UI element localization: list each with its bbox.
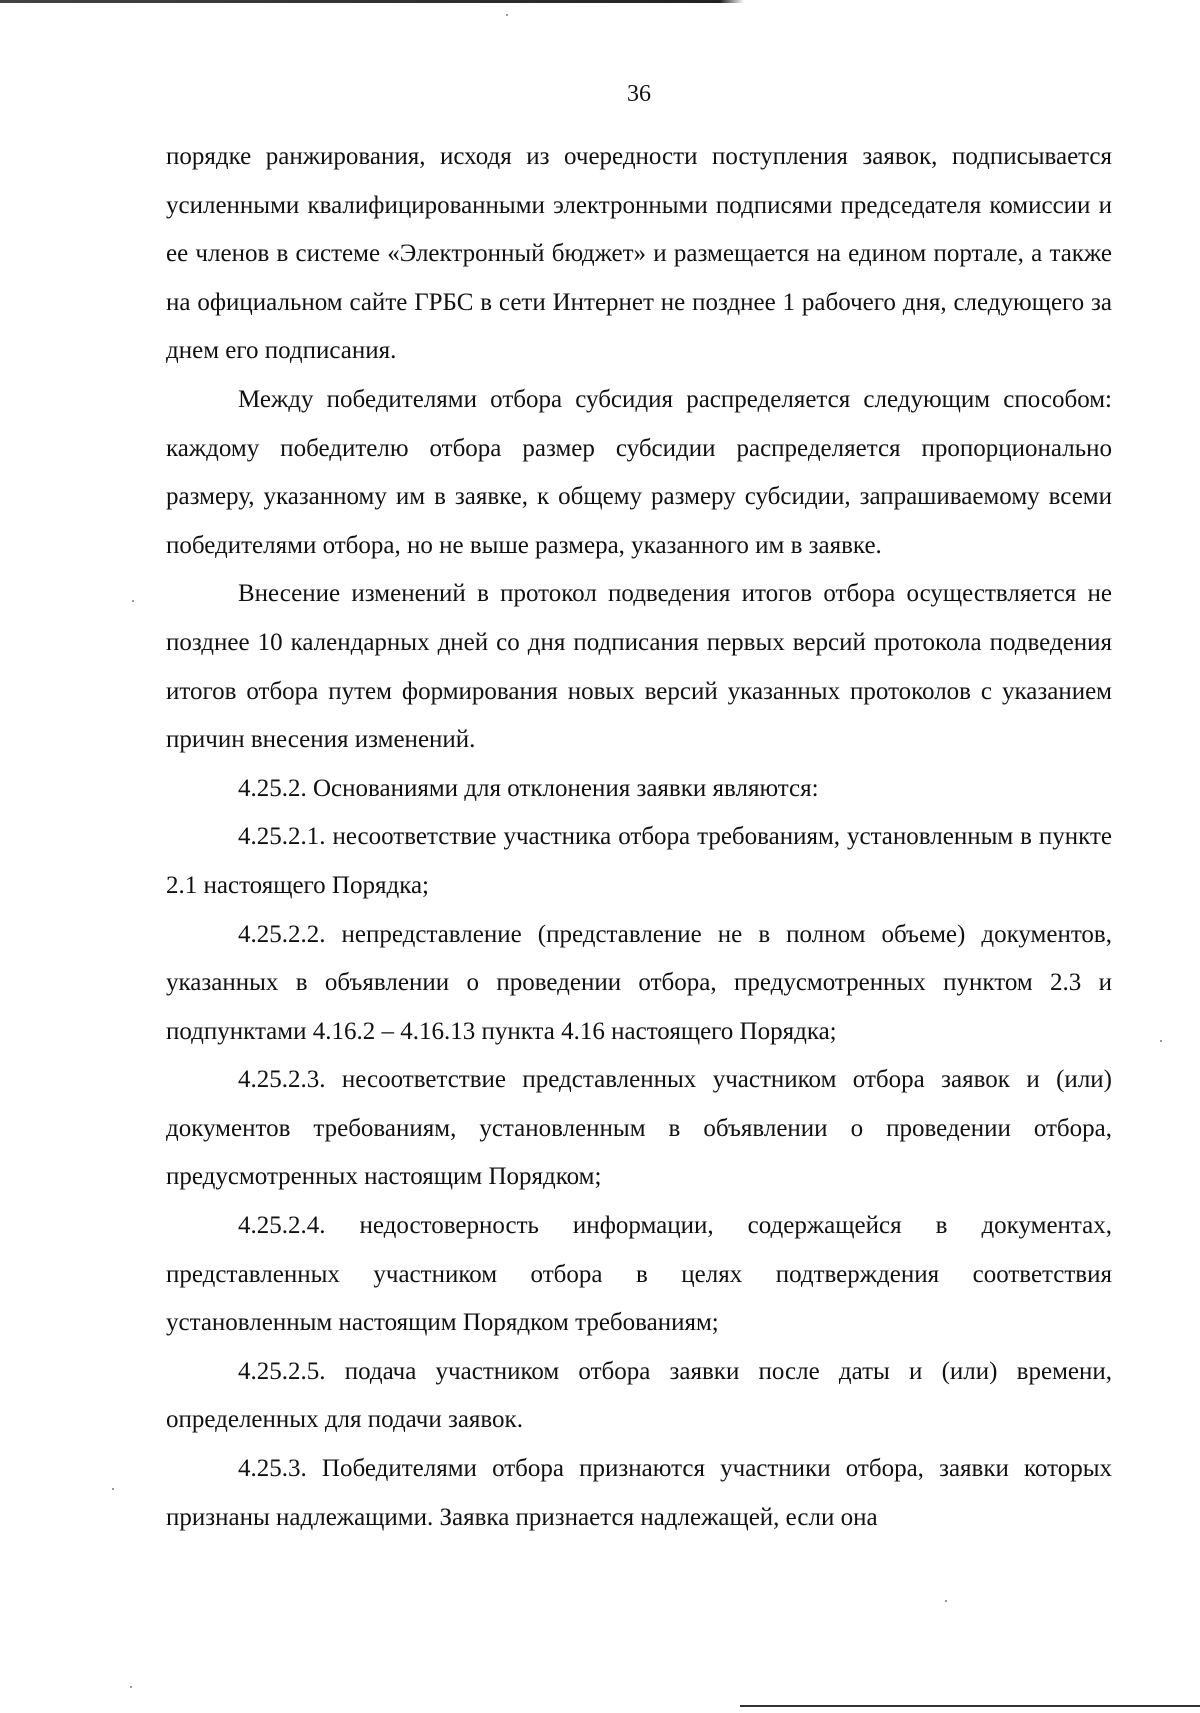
paragraph-continuation: порядке ранжирования, исходя из очередности поступления заявок, подписывается усиленными квалифицированными электронными подписями председателя комиссии и ее членов в системе «Электронный бюджет» и размещается на едином портале, а также на официальном сайте ГРБС в сети Интернет не позднее 1 рабочего дня, следующего за днем его подписания. [166,143,1112,365]
page-number: 36 [627,81,651,107]
clause-4-25-2-1: 4.25.2.1. несоответствие участника отбора требованиям, установленным в пункте 2.1 настоящего Порядка; [166,823,1112,899]
clause-4-25-3: 4.25.3. Победителями отбора признаются участники отбора, заявки которых признаны надлежащими. Заявка признается надлежащей, если она [166,1455,1112,1531]
scan-speck [945,1600,947,1602]
scan-speck [1160,1040,1162,1042]
paragraph-protocol-changes: Внесение изменений в протокол подведения итогов отбора осуществляется не позднее 10 календарных дней со дня подписания первых версий протокола подведения итогов отбора путем формирования новых версий указанных протоколов с указанием причин внесения изменений. [166,580,1112,754]
clause-4-25-2: 4.25.2. Основаниями для отклонения заявки являются: [238,774,819,802]
document-body [166,133,1112,1542]
clause-4-25-2-5: 4.25.2.5. подача участником отбора заявки после даты и (или) времени, определенных для подачи заявок. [166,1357,1112,1434]
paragraph-subsidy-distribution: Между победителями отбора субсидия распределяется следующим способом: каждому победителю отбора размер субсидии распределяется пропорционально размеру, указанному им в заявке, к общему размеру субсидии, запрашиваемому всеми победителями отбора, но не выше размера, указанного им в заявке. [166,385,1112,559]
clause-4-25-2-3: 4.25.2.3. несоответствие представленных участником отбора заявок и (или) документов требованиям, установленным в объявлении о проведении отбора, предусмотренных настоящим Порядком; [166,1066,1112,1191]
scan-speck [112,1488,114,1490]
scan-speck [506,14,508,16]
scan-speck [132,600,134,602]
clause-4-25-2-2: 4.25.2.2. непредставление (представление не в полном объеме) документов, указанных в объявлении о проведении отбора, предусмотренных пунктом 2.3 и подпунктами 4.16.2 – 4.16.13 пункта 4.16 настоящего Порядка; [166,920,1112,1045]
scan-speck [130,1686,132,1688]
clause-4-25-2-4: 4.25.2.4. недостоверность информации, содержащейся в документах, представленных участником отбора в целях подтверждения соответствия установленным настоящим Порядком требованиям; [166,1212,1112,1337]
scan-edge-bottom [740,1705,1200,1707]
scan-edge-top [0,0,1200,3]
